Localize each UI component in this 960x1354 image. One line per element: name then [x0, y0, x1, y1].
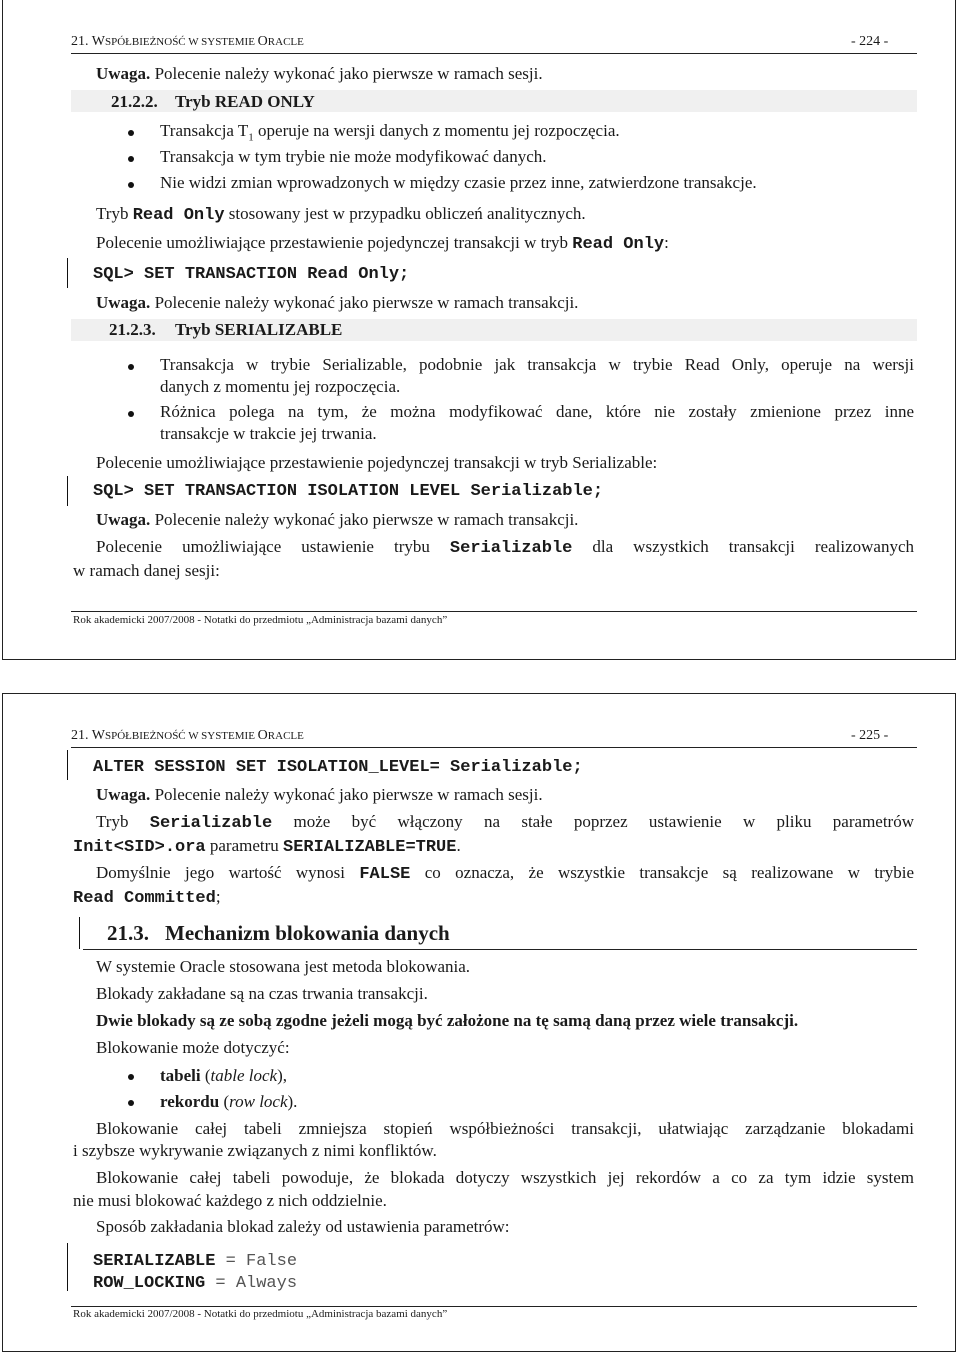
- bullet-icon: [128, 1074, 134, 1080]
- default-pre: Domyślnie jego wartość wynosi: [96, 863, 360, 882]
- ser-bullet-2-line-2: transakcje w trakcie jej trwania.: [160, 424, 377, 443]
- lock-item-row: [160, 1092, 297, 1112]
- header-chapter: 21.: [71, 728, 92, 743]
- lock-item-row-open: (: [219, 1092, 230, 1111]
- ser-bullet-1-line-1: Transakcja w trybie Serializable, podobnie jak transakcja w trybie Read Only, operuje na wersji: [160, 355, 914, 374]
- note-session: [96, 785, 543, 805]
- note-text: Polecenie należy wykonać jako pierwsze w ramach transakcji.: [150, 510, 579, 529]
- ser-session-post: dla wszystkich transakcji realizowanych: [572, 537, 914, 556]
- default-code-2: Read Committed: [73, 889, 216, 908]
- param-line-1: [96, 812, 914, 833]
- bullet-icon: [128, 1100, 134, 1106]
- page-224: [2, 0, 956, 660]
- lock-item-table-bold: tabeli: [160, 1066, 201, 1085]
- header-smallcaps-2: RACLE: [267, 730, 304, 742]
- page-number: - 225 -: [851, 728, 889, 743]
- lock-p3: Dwie blokady są ze sobą zgodne jeżeli mogą być założone na tę samą daną przez wiele transakcji.: [96, 1011, 799, 1030]
- param-mid: parametru: [205, 836, 284, 855]
- ro-bullet-3: Nie widzi zmian wprowadzonych w między czasie przez inne, zatwierdzone transakcje.: [160, 173, 757, 192]
- lock-item-table-close: ),: [277, 1066, 288, 1085]
- ro-bullet-1-rest: operuje na wersji danych z momentu jej rozpoczęcia.: [258, 121, 620, 140]
- ser-sql: SQL> SET TRANSACTION ISOLATION LEVEL Serializable;: [93, 482, 604, 501]
- header-w: W: [91, 34, 105, 49]
- ro-bullet-1-text: Transakcja T: [160, 121, 249, 140]
- note-label: Uwaga.: [96, 510, 151, 529]
- lock-item-table: [160, 1066, 287, 1086]
- page-225: [2, 693, 956, 1352]
- section-number-serializable: 21.2.3.: [109, 320, 156, 339]
- subscript-1: 1: [248, 131, 254, 144]
- code-margin-bar: [67, 476, 68, 506]
- default-code: FALSE: [359, 865, 411, 884]
- ser-cmd-intro: Polecenie umożliwiające przestawienie pojedynczej transakcji w tryb Serializable:: [96, 453, 658, 472]
- bullet-icon: [128, 156, 134, 162]
- ro-usage-pre: Tryb: [96, 204, 133, 223]
- note-text: Polecenie należy wykonać jako pierwsze w ramach transakcji.: [150, 293, 579, 312]
- section-title-read-only: Tryb READ ONLY: [175, 92, 315, 111]
- bullet-icon: [128, 364, 134, 370]
- default-line-1: [96, 863, 914, 884]
- param-serializable-name: SERIALIZABLE: [93, 1252, 216, 1271]
- header-rule: [71, 747, 917, 748]
- note-transaction-1: [96, 293, 578, 313]
- footer-rule: [71, 611, 917, 612]
- param-file: Init<SID>.ora: [73, 838, 206, 857]
- ro-cmd-intro-code: Read Only: [572, 235, 665, 254]
- page-number: - 224 -: [851, 34, 889, 49]
- bullet-icon: [128, 182, 134, 188]
- param-line-2: [73, 836, 461, 857]
- ro-bullet-1: [160, 121, 620, 143]
- footer: Rok akademicki 2007/2008 - Notatki do przedmiotu „Administracja bazami danych”: [73, 1308, 448, 1320]
- note-session: [96, 64, 543, 84]
- section-title-locking: Mechanizm blokowania danych: [165, 921, 450, 945]
- header-rule: [71, 53, 917, 54]
- lock-p4: Blokowanie może dotyczyć:: [96, 1038, 290, 1057]
- code-margin-bar: [67, 258, 68, 288]
- lock-item-row-close: ).: [287, 1092, 298, 1111]
- note-label: Uwaga.: [96, 785, 151, 804]
- note-transaction-2: [96, 510, 578, 530]
- ser-session-pre: Polecenie umożliwiające ustawienie trybu: [96, 537, 450, 556]
- alter-sql: ALTER SESSION SET ISOLATION_LEVEL= Serializable;: [93, 758, 583, 777]
- param-value: SERIALIZABLE=TRUE: [283, 838, 457, 857]
- lock-p5-line-2: i szybsze wykrywanie związanych z nimi konfliktów.: [73, 1141, 437, 1160]
- running-header: [71, 728, 304, 744]
- ro-cmd-intro-post: :: [664, 233, 669, 252]
- header-o: O: [257, 728, 268, 743]
- lock-p6-line-2: nie musi blokować każdego z nich oddzielnie.: [73, 1191, 387, 1210]
- ro-bullet-2: Transakcja w tym trybie nie może modyfikować danych.: [160, 147, 547, 166]
- header-o: O: [257, 34, 268, 49]
- note-label: Uwaga.: [96, 64, 151, 83]
- lock-p1: W systemie Oracle stosowana jest metoda blokowania.: [96, 957, 471, 976]
- header-smallcaps-1: SPÓŁBIEŻNOŚĆ W SYSTEMIE: [104, 730, 258, 742]
- footer: Rok akademicki 2007/2008 - Notatki do przedmiotu „Administracja bazami danych”: [73, 614, 448, 626]
- ser-bullet-1-line-2: danych z momentu jej rozpoczęcia.: [160, 377, 401, 396]
- param-serializable: [93, 1250, 297, 1271]
- lock-item-table-italic: table lock: [210, 1066, 278, 1085]
- note-text: Polecenie należy wykonać jako pierwsze w ramach sesji.: [150, 785, 543, 804]
- ser-session-line-2: w ramach danej sesji:: [73, 561, 220, 580]
- header-w: W: [91, 728, 105, 743]
- param-serializable-value: = False: [215, 1252, 298, 1271]
- ro-usage-post: stosowany jest w przypadku obliczeń analitycznych.: [224, 204, 586, 223]
- lock-item-row-italic: row lock: [229, 1092, 288, 1111]
- heading-margin-bar: [79, 917, 80, 949]
- param-row-locking-name: ROW_LOCKING: [93, 1274, 206, 1293]
- code-margin-bar: [67, 1243, 68, 1291]
- note-text: Polecenie należy wykonać jako pierwsze w ramach sesji.: [150, 64, 543, 83]
- header-chapter: 21.: [71, 34, 92, 49]
- param-post: może być włączony na stałe poprzez ustawienie w pliku parametrów: [272, 812, 914, 831]
- header-smallcaps-1: SPÓŁBIEŻNOŚĆ W SYSTEMIE: [104, 36, 258, 48]
- lock-p2: Blokady zakładane są na czas trwania transakcji.: [96, 984, 428, 1003]
- running-header: [71, 34, 304, 50]
- default-end: ;: [215, 887, 221, 906]
- param-end: .: [456, 836, 461, 855]
- bullet-icon: [128, 130, 134, 136]
- ro-cmd-intro: [96, 233, 669, 254]
- lock-item-row-bold: rekordu: [160, 1092, 220, 1111]
- lock-item-table-open: (: [200, 1066, 211, 1085]
- param-code: Serializable: [149, 814, 273, 833]
- section-number-locking: 21.3.: [107, 921, 149, 945]
- lock-p7: Sposób zakładania blokad zależy od ustawienia parametrów:: [96, 1217, 510, 1236]
- bullet-icon: [128, 411, 134, 417]
- ro-cmd-intro-pre: Polecenie umożliwiające przestawienie pojedynczej transakcji w tryb: [96, 233, 573, 252]
- default-line-2: [73, 887, 221, 908]
- ro-sql: SQL> SET TRANSACTION Read Only;: [93, 265, 410, 284]
- ser-session-code: Serializable: [449, 539, 573, 558]
- footer-rule: [71, 1306, 917, 1307]
- lock-p5-line-1: Blokowanie całej tabeli zmniejsza stopień współbieżności transakcji, ułatwiając zarządzanie blokadami: [96, 1119, 914, 1138]
- header-smallcaps-2: RACLE: [267, 36, 304, 48]
- ser-bullet-2-line-1: Różnica polega na tym, że można modyfikować dane, które nie zostały zmienione przez inne: [160, 402, 914, 421]
- heading-rule: [83, 949, 917, 950]
- default-post: co oznacza, że wszystkie transakcje są realizowane w trybie: [410, 863, 915, 882]
- ser-session-line-1: [96, 537, 914, 558]
- section-title-serializable: Tryb SERIALIZABLE: [175, 320, 343, 339]
- ro-usage-code: Read Only: [132, 206, 225, 225]
- param-row-locking-value: = Always: [205, 1274, 298, 1293]
- section-number-read-only: 21.2.2.: [111, 92, 158, 111]
- param-pre: Tryb: [96, 812, 150, 831]
- lock-p6-line-1: Blokowanie całej tabeli powoduje, że blokada dotyczy wszystkich jej rekordów a co za tym idzie system: [96, 1168, 914, 1187]
- note-label: Uwaga.: [96, 293, 151, 312]
- param-row-locking: [93, 1272, 297, 1293]
- code-margin-bar: [67, 750, 68, 780]
- ro-usage: [96, 204, 586, 225]
